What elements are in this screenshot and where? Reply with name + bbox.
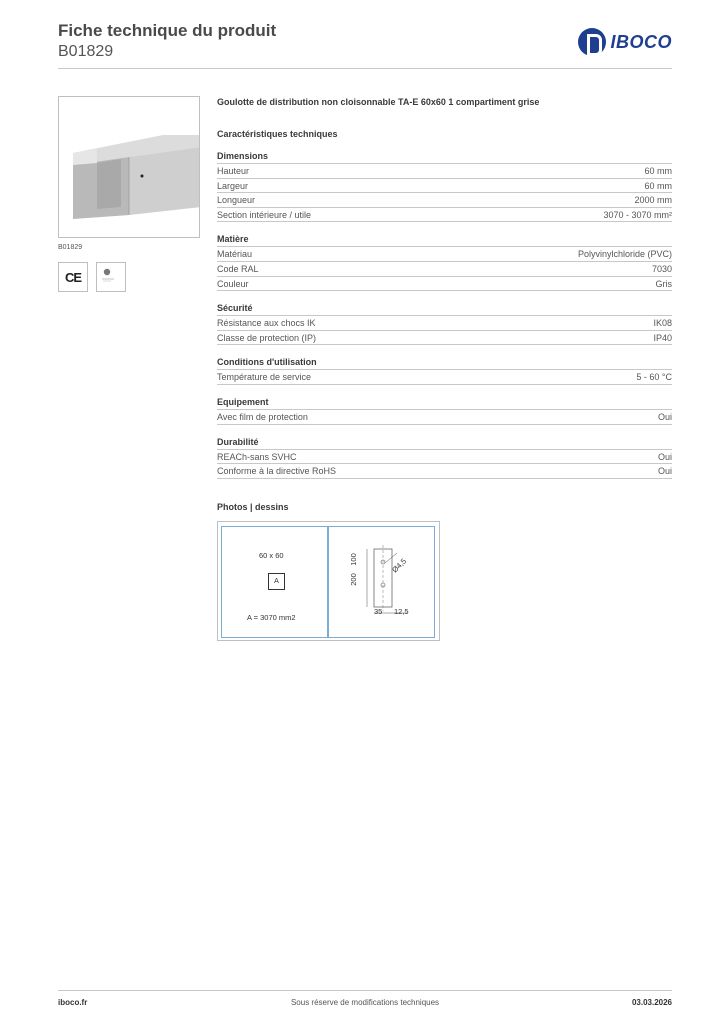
spec-row <box>217 247 672 262</box>
spec-label: Avec film de protection <box>217 411 308 422</box>
dim-200-label: 200 <box>348 573 358 586</box>
logo-text: IBOCO <box>610 31 672 52</box>
section-title: Equipement <box>217 396 672 410</box>
section-title: Conditions d'utilisation <box>217 356 672 370</box>
spec-label: Matériau <box>217 249 253 260</box>
section-title: Dimensions <box>217 150 672 164</box>
specs-heading: Caractéristiques techniques <box>217 129 338 139</box>
spec-row <box>217 262 672 277</box>
test-mark-icon <box>96 262 126 292</box>
size-label: 60 x 60 <box>259 551 284 560</box>
section-sustainability <box>217 436 672 479</box>
spec-row <box>217 370 672 385</box>
section-title: Sécurité <box>217 302 672 316</box>
section-conditions <box>217 356 672 385</box>
section-dimensions <box>217 150 672 222</box>
fixing-drawing <box>328 526 435 638</box>
spec-value: 60 mm <box>644 180 672 191</box>
spec-content <box>217 96 672 490</box>
spec-label: Température de service <box>217 372 312 383</box>
spec-value: Oui <box>657 466 672 477</box>
spec-label: REACh-sans SVHC <box>217 451 297 462</box>
logo-mark-icon <box>578 28 606 56</box>
section-title: Durabilité <box>217 436 672 450</box>
spec-value: Polyvinylchloride (PVC) <box>577 249 672 260</box>
spec-label: Couleur <box>217 278 249 289</box>
spec-value: 7030 <box>651 263 672 274</box>
spec-value: Gris <box>655 278 672 289</box>
spec-row <box>217 410 672 425</box>
spec-row <box>217 464 672 479</box>
header-divider <box>58 68 672 69</box>
footer-date: 03.03.2026 <box>631 998 672 1007</box>
section-title: Matière <box>217 233 672 247</box>
spec-row <box>217 164 672 179</box>
fixing-drawing-lines <box>329 527 434 637</box>
product-description: Goulotte de distribution non cloisonnable TA-E 60x60 1 compartiment grise <box>217 97 540 107</box>
dim-100-label: 100 <box>348 553 358 566</box>
spec-label: Largeur <box>217 180 249 191</box>
spec-row <box>217 450 672 465</box>
spec-value: IP40 <box>653 332 672 343</box>
spec-value: 2000 mm <box>634 195 672 206</box>
spec-row <box>217 277 672 292</box>
photo-caption: B01829 <box>58 244 83 251</box>
area-label: A = 3070 mm2 <box>247 613 296 622</box>
spec-label: Conforme à la directive RoHS <box>217 466 337 477</box>
spec-row <box>217 208 672 223</box>
spec-row <box>217 316 672 331</box>
spec-value: 5 - 60 °C <box>636 372 672 383</box>
spec-value: Oui <box>657 411 672 422</box>
brand-logo <box>578 28 672 56</box>
dim-35-label: 35 <box>374 607 383 616</box>
section-box <box>268 573 285 590</box>
spec-row <box>217 193 672 208</box>
spec-value: 3070 - 3070 mm² <box>603 209 672 220</box>
spec-value: 60 mm <box>644 166 672 176</box>
section-equipment <box>217 396 672 425</box>
product-photo <box>58 96 200 238</box>
spec-label: Résistance aux chocs IK <box>217 318 316 329</box>
product-reference: B01829 <box>58 43 114 60</box>
technical-drawings <box>217 521 440 641</box>
spec-value: Oui <box>657 451 672 462</box>
dim-12-5-label: 12,5 <box>394 607 409 616</box>
spec-value: IK08 <box>653 318 672 329</box>
cross-section-drawing <box>221 526 328 638</box>
spec-label: Longueur <box>217 195 256 206</box>
ce-mark-icon: CE <box>58 262 88 292</box>
page-header <box>58 20 672 70</box>
spec-label: Hauteur <box>217 166 250 176</box>
spec-row <box>217 179 672 194</box>
page-title: Fiche technique du produit <box>58 21 277 40</box>
footer-divider <box>58 990 672 991</box>
spec-label: Code RAL <box>217 263 259 274</box>
spec-label: Section intérieure / utile <box>217 209 312 220</box>
footer-website[interactable]: iboco.fr <box>58 998 88 1007</box>
spec-label: Classe de protection (IP) <box>217 332 317 343</box>
section-material <box>217 233 672 291</box>
cable-duct-image <box>59 97 200 238</box>
section-safety <box>217 302 672 345</box>
footer-notice: Sous réserve de modifications techniques <box>290 998 440 1007</box>
spec-row <box>217 331 672 346</box>
diameter-label: Ø4,5 <box>390 556 409 575</box>
photos-heading: Photos | dessins <box>217 502 289 512</box>
section-letter: A <box>274 578 279 585</box>
